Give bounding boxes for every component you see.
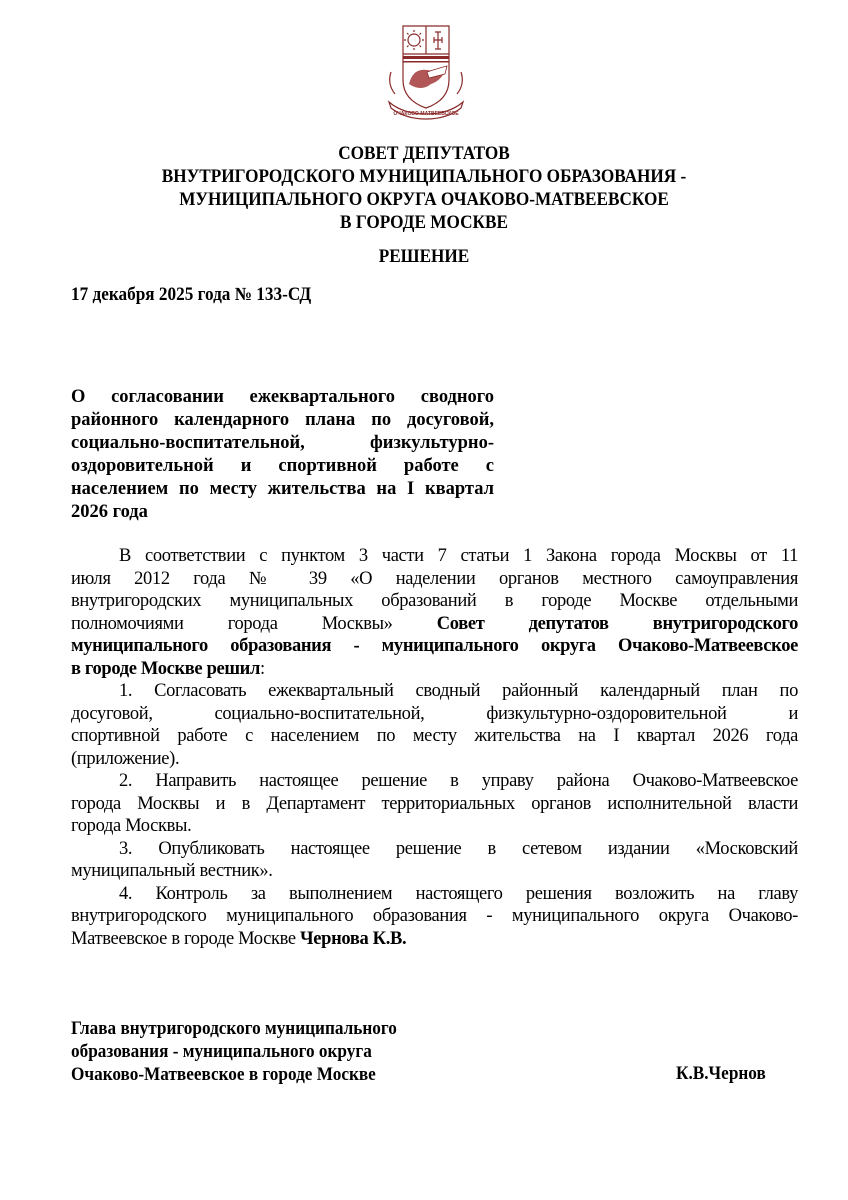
body-line: 2. Направить настоящее решение в управу района Очаково-Матвеевское [119,771,798,791]
body-text: Матвеевское в городе Москве [71,928,296,949]
colon: : [259,658,265,679]
body-line: В соответствии с пунктом 3 части 7 статьи 1 Закона города Москвы от 11 [119,546,798,566]
body-line: (приложение). [71,748,180,769]
council-name-bold: муниципального образования - муниципального округа Очаково-Матвеевское [71,636,798,656]
header-line: МУНИЦИПАЛЬНОГО ОКРУГА ОЧАКОВО-МАТВЕЕВСКОЕ [179,190,669,210]
subject-line: социально-воспитательной, физкультурно- [71,433,494,453]
council-name-bold: Совет депутатов внутригородского [436,613,798,634]
document-date-number: 17 декабря 2025 года № 133-СД [71,285,312,305]
body-line [71,928,798,951]
signer-name: К.В.Чернов [676,1064,766,1084]
responsible-person-bold: Чернова К.В. [300,928,407,949]
body-line: спортивной работе с населением по месту жительства на I квартал 2026 года [71,726,798,746]
body-line [71,635,798,658]
document-type: РЕШЕНИЕ [378,247,470,267]
body-line [71,613,798,636]
preamble-paragraph [71,545,798,680]
body-line: внутригородского муниципального образования - муниципального округа Очаково- [71,906,798,926]
subject-line: О согласовании ежеквартального сводного [71,387,494,407]
body-line: досуговой, социально-воспитательной, физкультурно-оздоровительной и [71,703,798,724]
item-2 [71,770,798,838]
body-line: муниципальный вестник». [71,861,273,881]
body-line: города Москвы. [71,816,192,836]
signature-line: образования - муниципального округа [71,1042,372,1062]
body-line: 1. Согласовать ежеквартальный сводный районный календарный план по [119,681,798,701]
body-line: 4. Контроль за выполнением настоящего решения возложить на главу [119,883,798,904]
signature-line: Глава внутригородского муниципального [71,1019,397,1039]
subject-line: населением по месту жительства на I квартал [71,479,494,499]
crest-motto: ОЧАКОВО-МАТВЕЕВСКОЕ [393,111,459,117]
body-line: 3. Опубликовать настоящее решение в сетевом издании «Московский [119,838,798,859]
subject-line: оздоровительной и спортивной работе с [71,456,494,476]
coat-of-arms-icon [383,22,469,122]
item-1 [71,680,798,770]
item-4 [71,883,798,951]
body-line [71,658,798,681]
document-subject [71,386,494,524]
item-3 [71,838,798,883]
header-line: СОВЕТ ДЕПУТАТОВ [338,144,510,164]
header-line: ВНУТРИГОРОДСКОГО МУНИЦИПАЛЬНОГО ОБРАЗОВАНИЯ - [161,167,687,187]
subject-line: 2026 года [71,502,148,522]
header-line: В ГОРОДЕ МОСКВЕ [340,213,508,233]
body-line: июля 2012 года № 39 «О наделении органов местного самоуправления [71,568,798,589]
body-line: внутригородских муниципальных образований в городе Москве отдельными [71,591,798,611]
signature-line: Очаково-Матвеевское в городе Москве [71,1065,376,1085]
body-line: города Москвы и в Департамент территориальных органов исполнительной власти [71,793,798,814]
subject-line: районного календарного плана по досуговой, [71,410,494,430]
document-body [71,545,798,950]
signature-title [71,1018,421,1087]
resolved-bold: в городе Москве решил [71,658,260,679]
body-text: полномочиями города Москвы» [71,613,393,634]
council-header [0,143,848,235]
